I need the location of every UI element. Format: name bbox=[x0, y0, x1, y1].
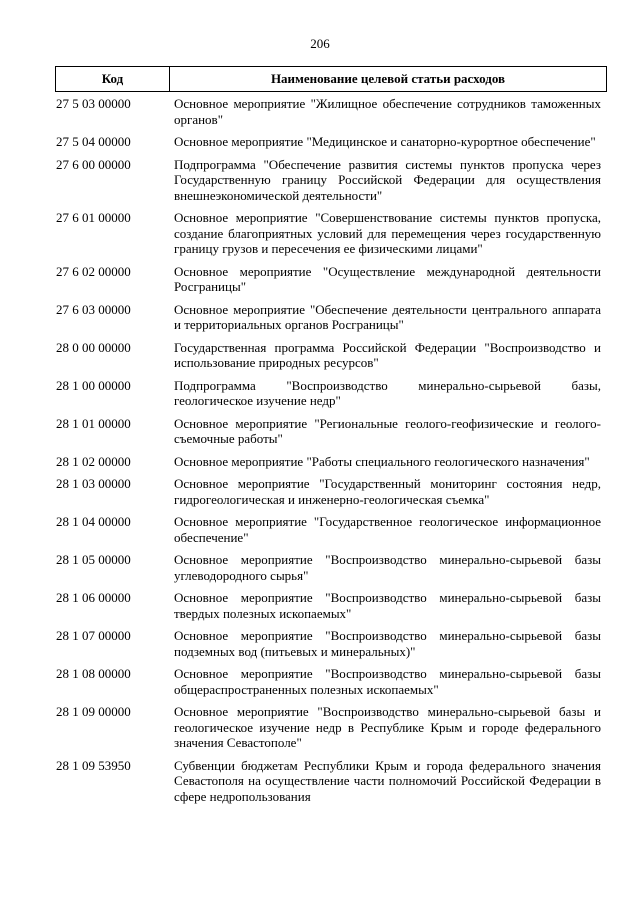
row-name: Основное мероприятие "Государственное геологическое информационное обеспечение" bbox=[174, 514, 601, 545]
header-code: Код bbox=[56, 67, 170, 91]
table-row bbox=[55, 157, 607, 204]
table-header bbox=[55, 66, 607, 92]
row-name: Основное мероприятие "Государственный мониторинг состояния недр, гидрогеологическая и инженерно-геологическая съемка" bbox=[174, 476, 601, 507]
row-name: Основное мероприятие "Работы специального геологического назначения" bbox=[174, 453, 590, 469]
header-name: Наименование целевой статьи расходов bbox=[270, 71, 506, 86]
row-code: 28 1 08 00000 bbox=[56, 666, 131, 681]
row-name: Основное мероприятие "Осуществление международной деятельности Росграницы" bbox=[174, 263, 601, 294]
table-row bbox=[55, 416, 607, 447]
table-row bbox=[55, 454, 607, 470]
table-row bbox=[55, 704, 607, 751]
row-code: 27 6 02 00000 bbox=[56, 263, 131, 279]
table-row bbox=[55, 552, 607, 583]
row-code: 27 6 01 00000 bbox=[56, 210, 131, 225]
row-name: Основное мероприятие "Воспроизводство минерально-сырьевой базы твердых полезных ископаемых" bbox=[174, 590, 601, 621]
row-name: Основное мероприятие "Региональные геолого-геофизические и геолого-съемочные работы" bbox=[174, 415, 601, 446]
table-row bbox=[55, 628, 607, 659]
row-code: 28 0 00 00000 bbox=[56, 339, 131, 355]
row-code: 28 1 07 00000 bbox=[56, 628, 131, 643]
table-row bbox=[55, 134, 607, 150]
table-row bbox=[55, 666, 607, 697]
row-code: 28 1 05 00000 bbox=[56, 552, 131, 567]
row-code: 27 6 00 00000 bbox=[56, 156, 131, 172]
row-code: 28 1 02 00000 bbox=[56, 453, 131, 469]
row-name: Основное мероприятие "Воспроизводство минерально-сырьевой базы подземных вод (питьевых и минеральных)" bbox=[174, 628, 601, 659]
table-row bbox=[55, 302, 607, 333]
table-row bbox=[55, 340, 607, 371]
row-code: 28 1 09 00000 bbox=[56, 704, 131, 719]
table-row bbox=[55, 264, 607, 295]
page-number: 206 bbox=[310, 36, 330, 51]
table-row bbox=[55, 210, 607, 257]
row-name: Подпрограмма "Воспроизводство минерально-сырьевой базы, геологическое изучение недр" bbox=[174, 377, 601, 408]
row-name: Основное мероприятие "Жилищное обеспечение сотрудников таможенных органов" bbox=[174, 96, 601, 127]
row-code: 28 1 03 00000 bbox=[56, 476, 131, 491]
table-row bbox=[55, 590, 607, 621]
row-code: 27 5 03 00000 bbox=[56, 96, 131, 111]
table-row bbox=[55, 96, 607, 127]
table-row bbox=[55, 758, 607, 805]
row-name: Субвенции бюджетам Республики Крым и города федерального значения Севастополя на осуществление части полномочий Российской Федерации в сфере недропользования bbox=[174, 757, 601, 804]
table-row bbox=[55, 514, 607, 545]
row-name: Основное мероприятие "Воспроизводство минерально-сырьевой базы и геологическое изучение недр в Республике Крым и городе федерального значения Севастополе" bbox=[174, 704, 601, 750]
row-name: Основное мероприятие "Воспроизводство минерально-сырьевой базы общераспространенных полезных ископаемых" bbox=[174, 666, 601, 697]
table-row bbox=[55, 378, 607, 409]
row-code: 28 1 06 00000 bbox=[56, 590, 131, 605]
row-name: Основное мероприятие "Медицинское и санаторно-курортное обеспечение" bbox=[174, 134, 596, 149]
row-name: Государственная программа Российской Федерации "Воспроизводство и использование природных ресурсов" bbox=[174, 339, 601, 370]
table-row bbox=[55, 476, 607, 507]
row-code: 27 5 04 00000 bbox=[56, 134, 131, 149]
row-code: 28 1 00 00000 bbox=[56, 377, 131, 393]
row-name: Основное мероприятие "Воспроизводство минерально-сырьевой базы углеводородного сырья" bbox=[174, 552, 601, 583]
table-body bbox=[55, 96, 607, 811]
row-code: 28 1 01 00000 bbox=[56, 415, 131, 431]
row-code: 28 1 09 53950 bbox=[56, 757, 131, 773]
row-name: Основное мероприятие "Совершенствование системы пунктов пропуска, создание благоприятных условий для перемещения через государственную границу грузов и пересечения ее физическими лицами" bbox=[174, 210, 601, 256]
row-name: Подпрограмма "Обеспечение развития системы пунктов пропуска через Государственную границу Российской Федерации для осуществления внешнеэкономической деятельности" bbox=[174, 156, 601, 203]
row-code: 28 1 04 00000 bbox=[56, 514, 131, 529]
row-name: Основное мероприятие "Обеспечение деятельности центрального аппарата и территориальных органов Росграницы" bbox=[174, 301, 601, 332]
row-code: 27 6 03 00000 bbox=[56, 301, 131, 317]
